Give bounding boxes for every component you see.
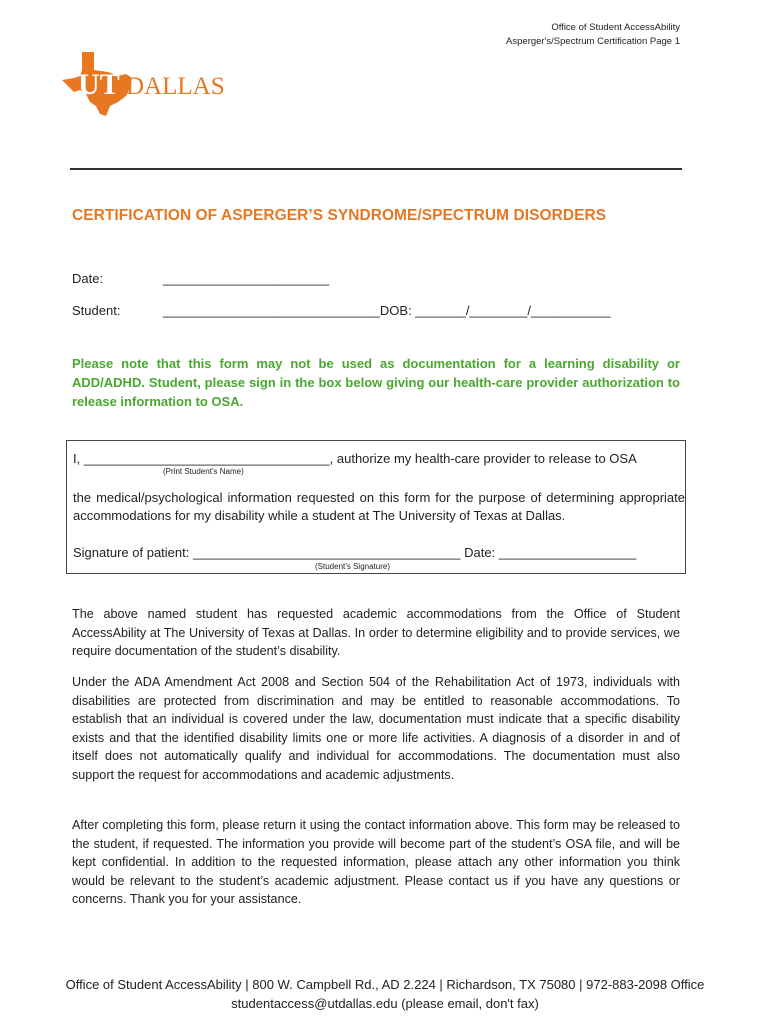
page-footer bbox=[0, 975, 770, 1013]
signature-caption: (Student’s Signature) bbox=[315, 562, 391, 571]
logo-dallas-text: DALLAS bbox=[126, 73, 225, 100]
print-name-caption: (Print Student’s Name) bbox=[163, 467, 244, 476]
important-note: Please note that this form may not be used as documentation for a learning disability or ADD/ADHD. Student, please sign in the box below giving our health-care provider authorization to release information to OSA. bbox=[72, 356, 680, 409]
header-page-line: Asperger's/Spectrum Certification Page 1 bbox=[506, 36, 680, 47]
form-title: CERTIFICATION OF ASPERGER’S SYNDROME/SPECTRUM DISORDERS bbox=[72, 207, 607, 224]
authorization-text: the medical/psychological information requested on this form for the purpose of determining appropriate accommodations for my disability while a student at The University of Texas at Dallas. bbox=[73, 490, 685, 523]
ut-dallas-logo bbox=[60, 50, 240, 120]
paragraph-intro: The above named student has requested academic accommodations from the Office of Student AccessAbility at The University of Texas at Dallas. In order to determine eligibility and to provide services, we require documentation of the student’s disability. bbox=[72, 607, 680, 659]
authorization-box bbox=[66, 440, 686, 574]
logo-ut-text: UT bbox=[78, 68, 120, 101]
paragraph-instructions: After completing this form, please return it using the contact information above. This form may be released to the student, if requested. The information you provide will become part of the student’s OSA file, and will be kept confidential. In addition to the requested information, please attach any other information you think would be relevant to the student’s academic adjustment. Please contact us if you have any questions or concerns. Thank you for your assistance. bbox=[72, 818, 680, 907]
print-name-line[interactable]: I, __________________________________, authorize my health-care provider to release to OSA bbox=[73, 451, 637, 466]
paragraph-ada: Under the ADA Amendment Act 2008 and Section 504 of the Rehabilitation Act of 1973, individuals with disabilities are protected from discrimination and may be entitled to reasonable accommodations. To establish that an individual is covered under the law, documentation must indicate that a specific disability exists and that the identified disability limits one or more life activities. A diagnosis of a disorder in and of itself does not automatically qualify and individual for accommodations. The documentation must also support the request for accommodations and academic adjustments. bbox=[72, 675, 680, 782]
student-label: Student: bbox=[72, 303, 121, 318]
footer-email-line[interactable]: studentaccess@utdallas.edu (please email, don't fax) bbox=[231, 996, 539, 1011]
header-office-line: Office of Student AccessAbility bbox=[551, 22, 680, 33]
header-divider bbox=[70, 168, 682, 170]
date-field[interactable]: _______________________ bbox=[163, 271, 330, 286]
signature-line[interactable]: Signature of patient: _____________________________________ Date: ___________________ bbox=[73, 545, 637, 560]
date-label: Date: bbox=[72, 271, 104, 286]
footer-contact-line: Office of Student AccessAbility | 800 W. Campbell Rd., AD 2.224 | Richardson, TX 75080 | 972-883-2098 Office bbox=[65, 977, 705, 992]
page-header bbox=[506, 21, 680, 49]
student-dob-field[interactable]: ______________________________DOB: _______/________/___________ bbox=[163, 303, 611, 318]
